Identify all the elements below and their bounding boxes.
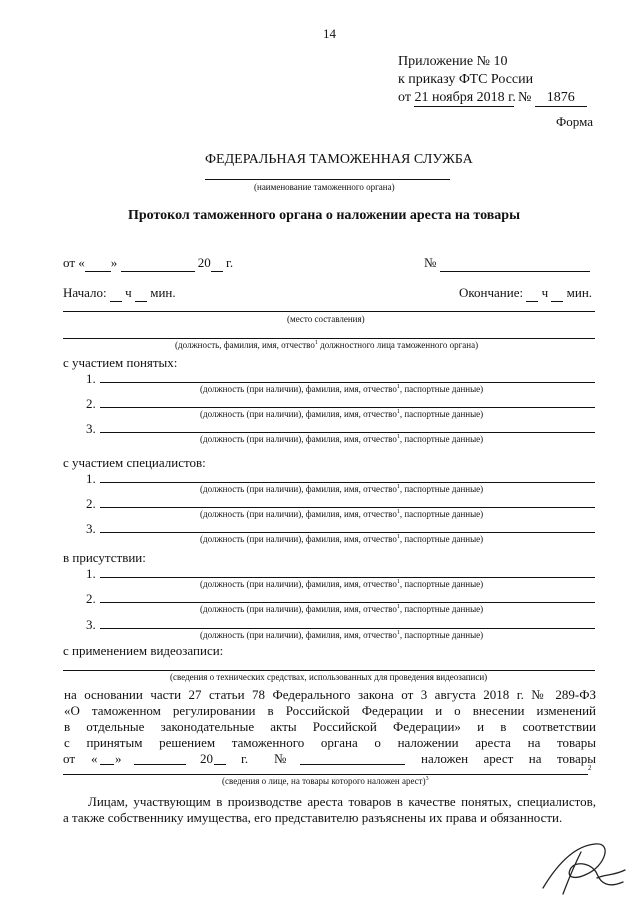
end-label: Окончание: — [459, 285, 524, 300]
specialist-3-line — [100, 532, 595, 533]
presence-3-number: 3. — [86, 617, 96, 632]
arrest-year: 20 — [200, 751, 213, 766]
org-caption: (наименование таможенного органа) — [254, 182, 395, 192]
place-line — [63, 311, 595, 312]
specialist-2-line — [100, 507, 595, 508]
arrest-date-from: от — [63, 751, 76, 766]
presence-2-line — [100, 602, 595, 603]
witness-3-line — [100, 432, 595, 433]
specialist-3-caption: (должность (при наличии), фамилия, имя, отчество$^1$, паспортные данные) — [200, 534, 484, 544]
arrest-month-blank — [134, 764, 186, 765]
end-hours-label: ч — [541, 285, 549, 300]
specialist-1-number: 1. — [86, 471, 96, 486]
start-label: Начало: — [63, 285, 107, 300]
arrest-year-suffix: г. — [241, 751, 249, 766]
year-prefix: 20 — [197, 255, 211, 270]
end-minutes-label: мин. — [566, 285, 593, 300]
witness-1-caption: (должность (при наличии), фамилия, имя, отчество$^1$, паспортные данные) — [200, 384, 484, 394]
start-minutes-blank — [135, 285, 147, 302]
start-hours-blank — [110, 285, 122, 302]
specialist-1-caption: (должность (при наличии), фамилия, имя, отчество$^1$, паспортные данные) — [200, 484, 484, 494]
witness-2-caption: (должность (при наличии), фамилия, имя, отчество$^1$, паспортные данные) — [200, 409, 484, 419]
place-caption: (место составления) — [287, 314, 365, 324]
protocol-number-sign: № — [424, 255, 437, 270]
specialist-2-number: 2. — [86, 496, 96, 511]
start-time — [63, 285, 176, 302]
arrest-tail: наложен арест на товары — [421, 751, 596, 766]
presence-2-caption: (должность (при наличии), фамилия, имя, отчество$^1$, паспортные данные) — [200, 604, 484, 614]
witness-1-line — [100, 382, 595, 383]
org-name: ФЕДЕРАЛЬНАЯ ТАМОЖЕННАЯ СЛУЖБА — [205, 152, 473, 167]
appendix-line-1: Приложение № 10 — [398, 54, 508, 69]
day-blank — [85, 255, 111, 272]
arrest-day-blank — [100, 764, 114, 765]
protocol-number-blank — [440, 255, 590, 272]
end-minutes-blank — [551, 285, 563, 302]
presence-3-line — [100, 628, 595, 629]
witness-3-number: 3. — [86, 421, 96, 436]
witnesses-heading: с участием понятых: — [63, 355, 178, 370]
date-row — [63, 255, 233, 272]
witness-3-caption: (должность (при наличии), фамилия, имя, отчество$^1$, паспортные данные) — [200, 434, 484, 444]
protocol-number — [424, 255, 590, 272]
presence-1-number: 1. — [86, 566, 96, 581]
signature-mark — [535, 838, 630, 900]
appendix-from: от — [398, 90, 411, 105]
year-suffix: г. — [226, 255, 234, 270]
video-caption: (сведения о технических средствах, использованных для проведения видеозаписи) — [170, 672, 488, 682]
basis-line-3: в отдельные законодательные акты Российской Федерации» и в соответствии — [64, 719, 596, 734]
date-close: » — [110, 255, 118, 270]
appendix-number: 1876 — [535, 90, 587, 107]
page-number: 14 — [323, 26, 336, 41]
arrest-year-blank — [214, 764, 226, 765]
video-heading: с применением видеозаписи: — [63, 643, 224, 658]
closing-line-1: Лицам, участвующим в производстве ареста товаров в качестве понятых, специалистов, — [88, 794, 596, 809]
form-label: Форма — [556, 114, 593, 129]
arrest-person-line — [63, 774, 588, 775]
witness-2-number: 2. — [86, 396, 96, 411]
official-caption: (должность, фамилия, имя, отчество$^1$ должностного лица таможенного органа) — [175, 340, 479, 350]
appendix-number-sign: № — [517, 90, 532, 105]
appendix-date: 21 ноября 2018 г. — [414, 90, 516, 105]
presence-2-number: 2. — [86, 591, 96, 606]
official-line — [63, 338, 595, 339]
specialist-3-number: 3. — [86, 521, 96, 536]
year-blank — [211, 255, 223, 272]
arrest-number-sign: № — [274, 751, 287, 766]
arrest-caption: (сведения о лице, на товары которого наложен арест)$^3$ — [222, 776, 429, 786]
basis-line-4: с принятым решением таможенного органа о наложении ареста на товары — [64, 735, 596, 750]
arrest-number-blank — [300, 764, 405, 765]
arrest-date-close: » — [115, 751, 122, 766]
appendix-line-2: к приказу ФТС России — [398, 72, 534, 87]
video-line — [63, 670, 595, 671]
presence-heading: в присутствии: — [63, 550, 146, 565]
org-underline — [205, 179, 450, 180]
closing-line-2: а также собственнику имущества, его представителю разъяснены их права и обязанности. — [63, 810, 563, 825]
witness-2-line — [100, 407, 595, 408]
arrest-date-open: « — [91, 751, 98, 766]
presence-3-caption: (должность (при наличии), фамилия, имя, отчество$^1$, паспортные данные) — [200, 630, 484, 640]
specialists-heading: с участием специалистов: — [63, 455, 206, 470]
specialist-2-caption: (должность (при наличии), фамилия, имя, отчество$^1$, паспортные данные) — [200, 509, 484, 519]
start-hours-label: ч — [125, 285, 132, 300]
presence-1-caption: (должность (при наличии), фамилия, имя, отчество$^1$, паспортные данные) — [200, 579, 484, 589]
start-minutes-label: мин. — [150, 285, 176, 300]
end-time — [459, 285, 592, 302]
footnote-mark: 2 — [588, 764, 592, 772]
specialist-1-line — [100, 482, 595, 483]
document-title: Протокол таможенного органа о наложении ареста на товары — [128, 208, 521, 223]
end-hours-blank — [526, 285, 538, 302]
month-blank — [121, 255, 195, 272]
date-open: от « — [63, 255, 85, 270]
presence-1-line — [100, 577, 595, 578]
witness-1-number: 1. — [86, 371, 96, 386]
basis-line-1: на основании части 27 статьи 78 Федерального закона от 3 августа 2018 г. № 289-ФЗ — [64, 687, 596, 702]
basis-line-2: «О таможенном регулировании в Российской Федерации и о внесении изменений — [64, 703, 596, 718]
appendix-line-3 — [398, 90, 587, 107]
